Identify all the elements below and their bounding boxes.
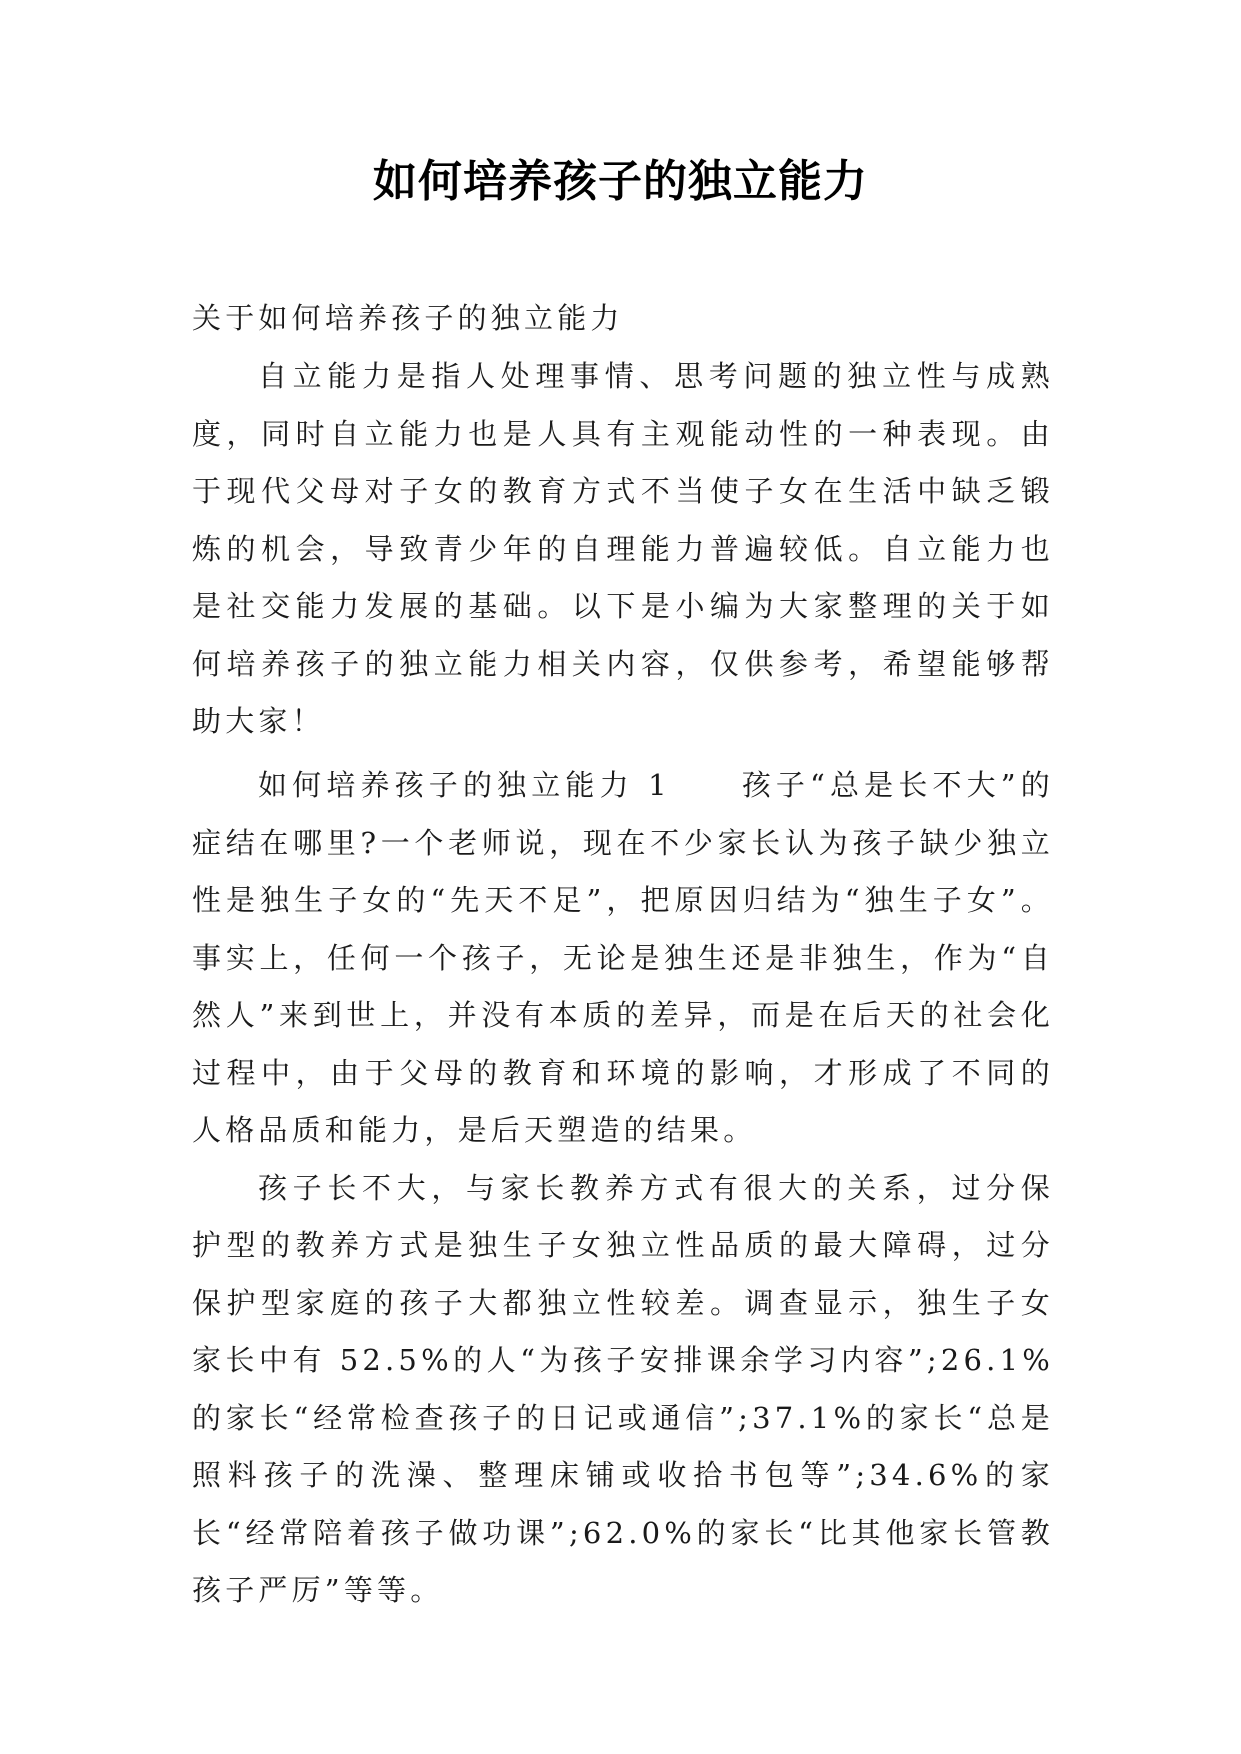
- section-1-paragraph-2: 孩子长不大，与家长教养方式有很大的关系，过分保护型的教养方式是独生子女独立性品质的最大障碍，过分保护型家庭的孩子大都独立性较差。调查显示，独生子女家长中有 52.5%的人“为孩子安排课余学习内容”;26.1%的家长“经常检查孩子的日记或通信”;37.1%的家长“总是照料孩子的洗澡、整理床铺或收拾书包等”;34.6%的家长“经常陪着孩子做功课”;62.0%的家长“比其他家长管教孩子严厉”等等。: [192, 1170, 1054, 1607]
- section-heading: 如何培养孩子的独立能力 1: [258, 768, 671, 802]
- section-paragraph-1-text: 孩子“总是长不大”的症结在哪里?一个老师说，现在不少家长认为孩子缺少独立性是独生子女的“先天不足”，把原因归结为“独生子女”。事实上，任何一个孩子，无论是独生还是非独生，作为“自然人”来到世上，并没有本质的差异，而是在后天的社会化过程中，由于父母的教育和环境的影响，才形成了不同的人格品质和能力，是后天塑造的结果。: [192, 768, 1054, 1147]
- intro-section: [192, 348, 1054, 751]
- intro-paragraph: 自立能力是指人处理事情、思考问题的独立性与成熟度，同时自立能力也是人具有主观能动性的一种表现。由于现代父母对子女的教育方式不当使子女在生活中缺乏锻炼的机会，导致青少年的自理能力普遍较低。自立能力也是社交能力发展的基础。以下是小编为大家整理的关于如何培养孩子的独立能力相关内容，仅供参考，希望能够帮助大家！: [192, 359, 1054, 738]
- document-title: 如何培养孩子的独立能力: [373, 156, 868, 207]
- section-1-paragraph-1: [192, 757, 1054, 1160]
- document-subtitle: [192, 290, 1054, 348]
- main-section: [192, 757, 1054, 1620]
- subtitle-text: 关于如何培养孩子的独立能力: [192, 301, 624, 335]
